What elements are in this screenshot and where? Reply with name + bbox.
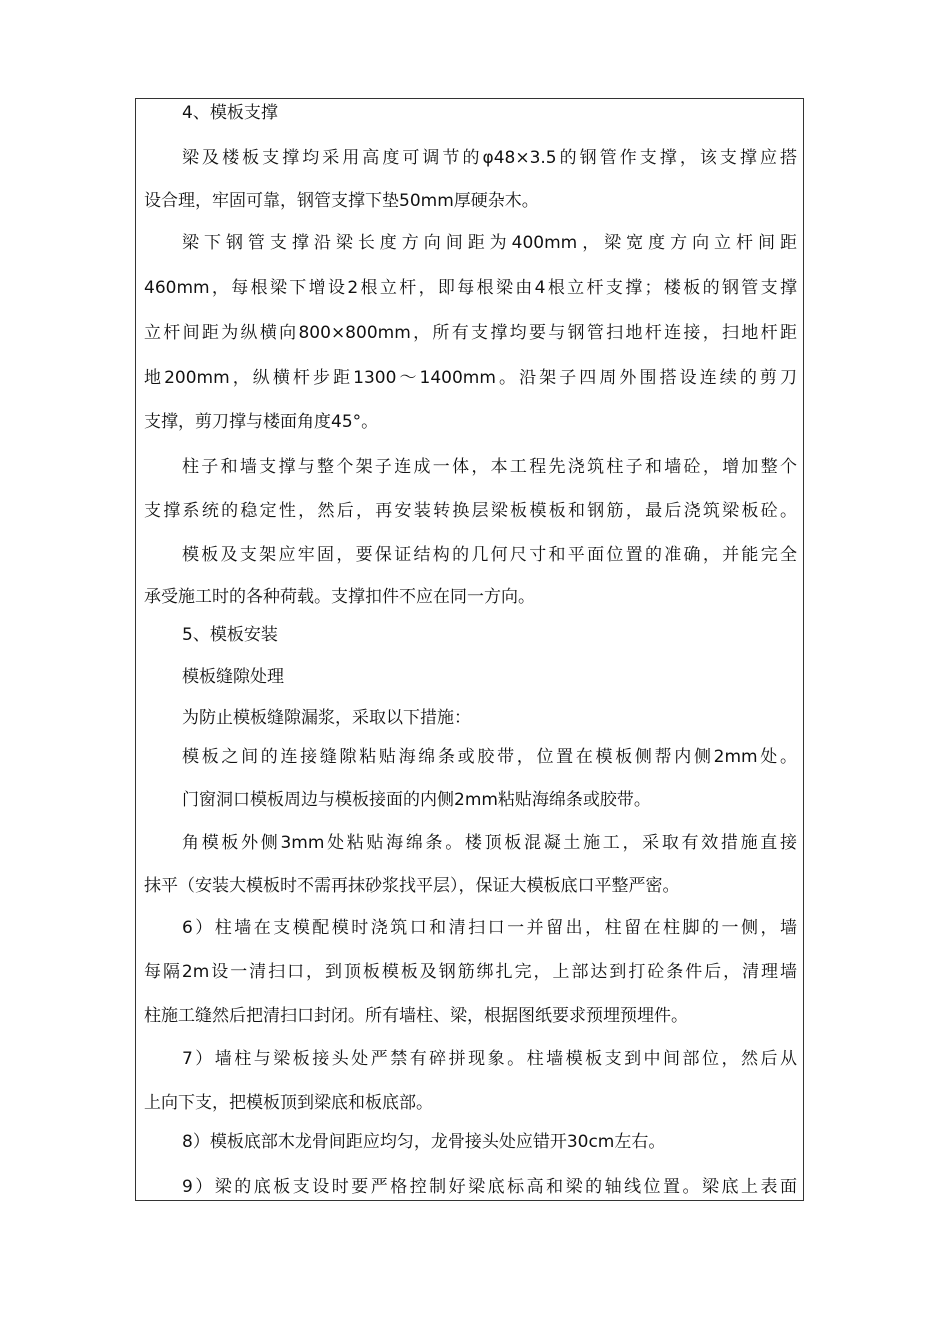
text-line: 9）梁的底板支设时要严格控制好梁底标高和梁的轴线位置。梁底上表面: [182, 1177, 797, 1197]
text-line: 梁下钢管支撑沿梁长度方向间距为400mm，梁宽度方向立杆间距: [182, 233, 797, 253]
text-line: 设合理，牢固可靠，钢管支撑下垫50mm厚硬杂木。: [144, 191, 539, 211]
text-line: 梁及楼板支撑均采用高度可调节的φ48×3.5的钢管作支撑，该支撑应搭: [182, 148, 797, 168]
text-line: 承受施工时的各种荷载。支撑扣件不应在同一方向。: [144, 587, 535, 607]
text-line: 5、模板安装: [182, 625, 278, 645]
text-line: 每隔2m设一清扫口，到顶板模板及钢筋绑扎完，上部达到打砼条件后，清理墙: [144, 962, 797, 982]
text-line: 地200mm，纵横杆步距1300～1400mm。沿架子四周外围搭设连续的剪刀: [144, 368, 797, 388]
text-line: 模板之间的连接缝隙粘贴海绵条或胶带，位置在模板侧帮内侧2mm处。: [182, 747, 797, 767]
table-cell-frame: [135, 98, 804, 1201]
text-line: 模板及支架应牢固，要保证结构的几何尺寸和平面位置的准确，并能完全: [182, 545, 797, 565]
text-line: 门窗洞口模板周边与模板接面的内侧2mm粘贴海绵条或胶带。: [182, 790, 651, 810]
text-line: 上向下支，把模板顶到梁底和板底部。: [144, 1093, 433, 1113]
text-line: 柱施工缝然后把清扫口封闭。所有墙柱、梁，根据图纸要求预埋预埋件。: [144, 1006, 688, 1026]
text-line: 角模板外侧3mm处粘贴海绵条。楼顶板混凝土施工，采取有效措施直接: [182, 833, 797, 853]
text-line: 为防止模板缝隙漏浆，采取以下措施：: [182, 708, 471, 728]
text-line: 支撑，剪刀撑与楼面角度45°。: [144, 412, 379, 432]
text-line: 6）柱墙在支模配模时浇筑口和清扫口一并留出，柱留在柱脚的一侧，墙: [182, 918, 797, 938]
text-line: 460mm，每根梁下增设2根立杆，即每根梁由4根立杆支撑；楼板的钢管支撑: [144, 278, 797, 298]
text-line: 模板缝隙处理: [182, 667, 284, 687]
text-line: 7）墙柱与梁板接头处严禁有碎拼现象。柱墙模板支到中间部位，然后从: [182, 1049, 797, 1069]
text-line: 4、模板支撑: [182, 103, 278, 123]
text-line: 柱子和墙支撑与整个架子连成一体，本工程先浇筑柱子和墙砼，增加整个: [182, 457, 797, 477]
text-line: 支撑系统的稳定性，然后，再安装转换层梁板模板和钢筋，最后浇筑梁板砼。: [144, 501, 797, 521]
text-line: 8）模板底部木龙骨间距应均匀，龙骨接头处应错开30cm左右。: [182, 1132, 666, 1152]
text-line: 抹平（安装大模板时不需再抹砂浆找平层），保证大模板底口平整严密。: [144, 876, 680, 896]
text-line: 立杆间距为纵横向800×800mm，所有支撑均要与钢管扫地杆连接，扫地杆距: [144, 323, 797, 343]
